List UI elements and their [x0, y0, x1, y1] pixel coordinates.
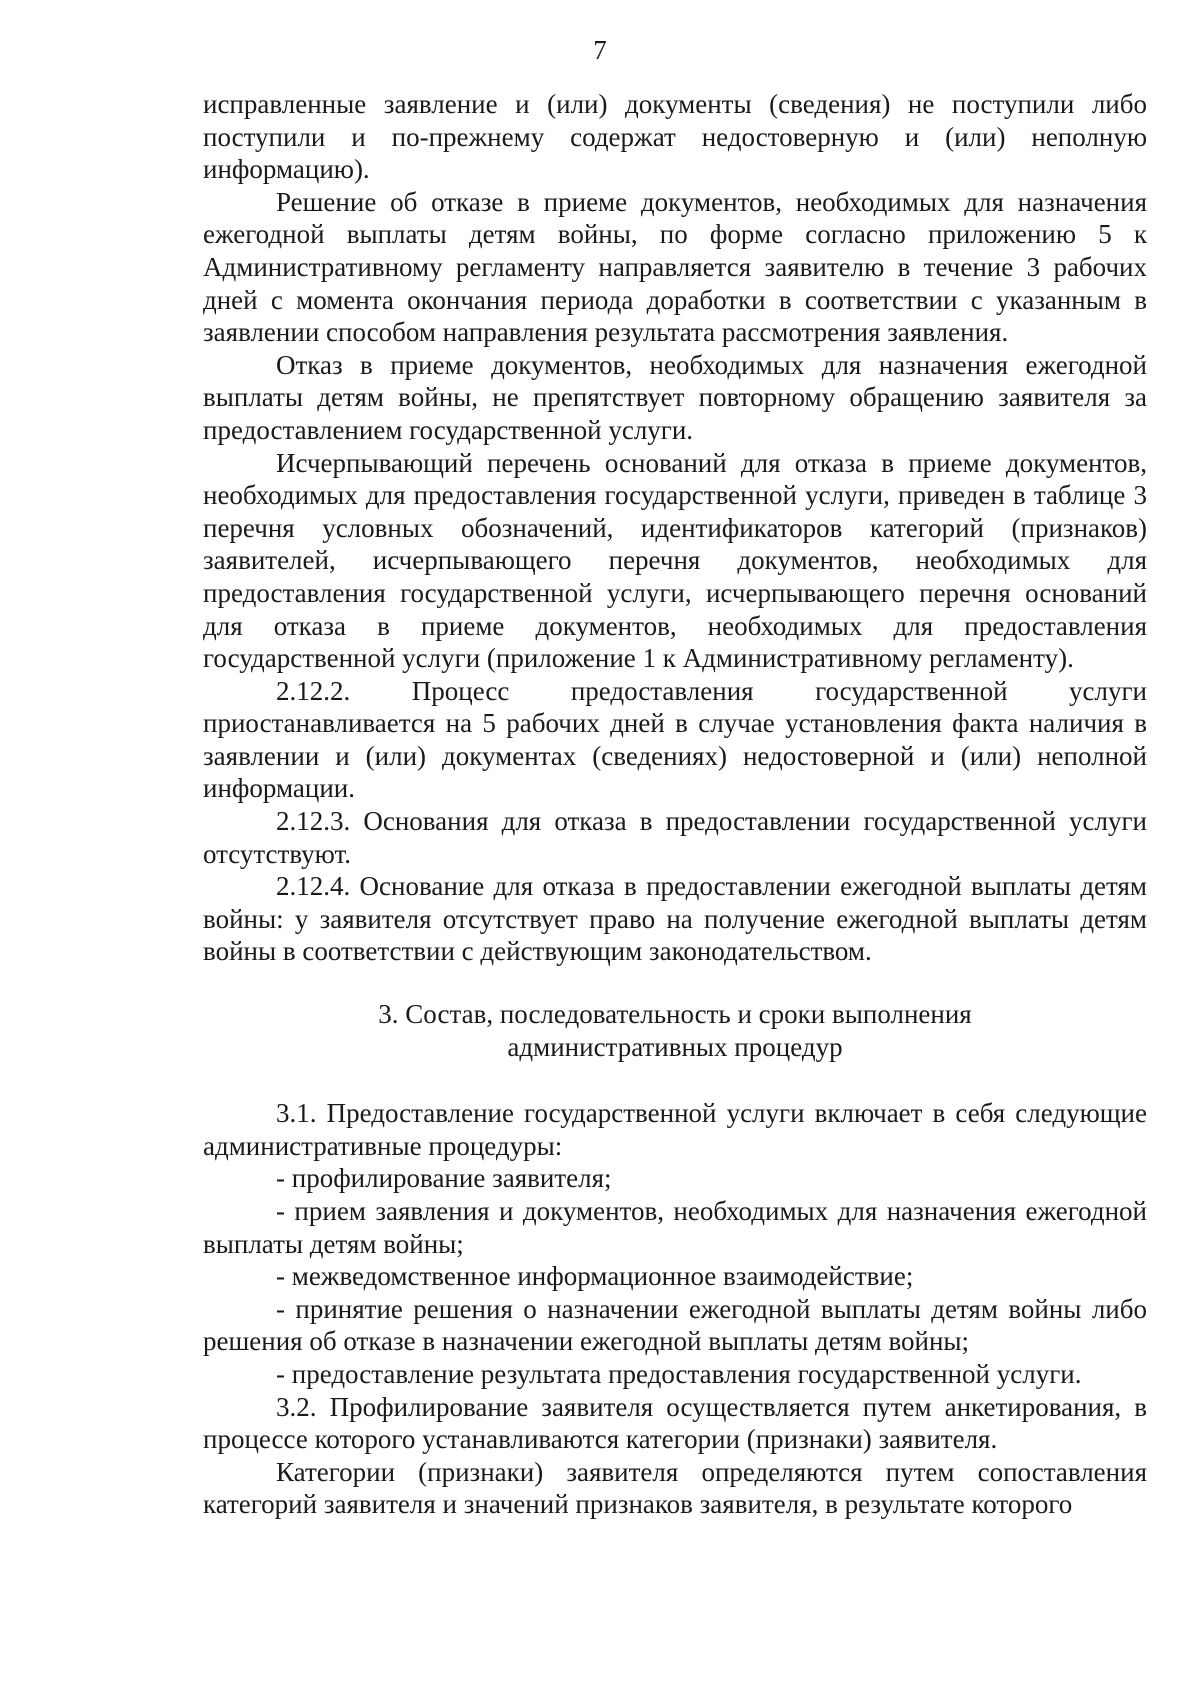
paragraph-2-12-2: 2.12.2. Процесс предоставления государственной услуги приостанавливается на 5 рабочих дней в случае установления факта наличия в заявлении и (или) документах (сведениях) недостоверной и (или) неполной информации. — [203, 675, 1147, 804]
list-item: - профилирование заявителя; — [276, 1163, 612, 1194]
list-item: - прием заявления и документов, необходимых для назначения ежегодной выплаты детям войны; — [203, 1196, 1147, 1259]
spacer — [203, 968, 1147, 998]
paragraph-2-12-3: 2.12.3. Основания для отказа в предоставлении государственной услуги отсутствуют. — [203, 806, 1147, 869]
paragraph-3-2: 3.2. Профилирование заявителя осуществляется путем анкетирования, в процессе которого устанавливаются категории (признаки) заявителя. — [203, 1391, 1147, 1455]
paragraph: исправленные заявление и (или) документы (сведения) не поступили либо поступили и по-прежнему содержат недостоверную и (или) неполную информацию). — [203, 89, 1147, 185]
spacer — [203, 1063, 1147, 1097]
section-heading-line-2: административных процедур — [507, 1031, 843, 1062]
paragraph: Отказ в приеме документов, необходимых для назначения ежегодной выплаты детям войны, не препятствует повторному обращению заявителя за предоставлением государственной услуги. — [203, 349, 1147, 445]
paragraph: Исчерпывающий перечень оснований для отказа в приеме документов, необходимых для предоставления государственной услуги, приведен в таблице 3 перечня условных обозначений, идентификаторов категорий (признаков) заявителей, исчерпывающего перечня документов, необходимых для предоставления государственной услуги, исчерпывающего перечня оснований для отказа в приеме документов, необходимых для предоставления государственной услуги (приложение 1 к Административному регламенту). — [203, 447, 1147, 674]
paragraph: Категории (признаки) заявителя определяются путем сопоставления категорий заявителя и значений признаков заявителя, в результате которого — [203, 1456, 1147, 1520]
paragraph: Решение об отказе в приеме документов, необходимых для назначения ежегодной выплаты детям войны, по форме согласно приложению 5 к Административному регламенту направляется заявителю в течение 3 рабочих дней с момента окончания периода доработки в соответствии с указанным в заявлении способом направления результата рассмотрения заявления. — [203, 186, 1147, 348]
document-body — [203, 88, 1147, 1521]
section-heading-line-1: 3. Состав, последовательность и сроки выполнения — [378, 999, 972, 1030]
page-number: 7 — [593, 35, 607, 65]
list-item: - межведомственное информационное взаимодействие; — [276, 1261, 914, 1292]
paragraph-3-1: 3.1. Предоставление государственной услуги включает в себя следующие административные процедуры: — [203, 1098, 1147, 1161]
list-item: - принятие решения о назначении ежегодной выплаты детям войны либо решения об отказе в назначении ежегодной выплаты детям войны; — [203, 1293, 1147, 1357]
paragraph-2-12-4: 2.12.4. Основание для отказа в предоставлении ежегодной выплаты детям войны: у заявителя отсутствует право на получение ежегодной выплаты детям войны в соответствии с действующим законодательством. — [203, 871, 1147, 967]
list-item: - предоставление результата предоставления государственной услуги. — [276, 1358, 1082, 1389]
